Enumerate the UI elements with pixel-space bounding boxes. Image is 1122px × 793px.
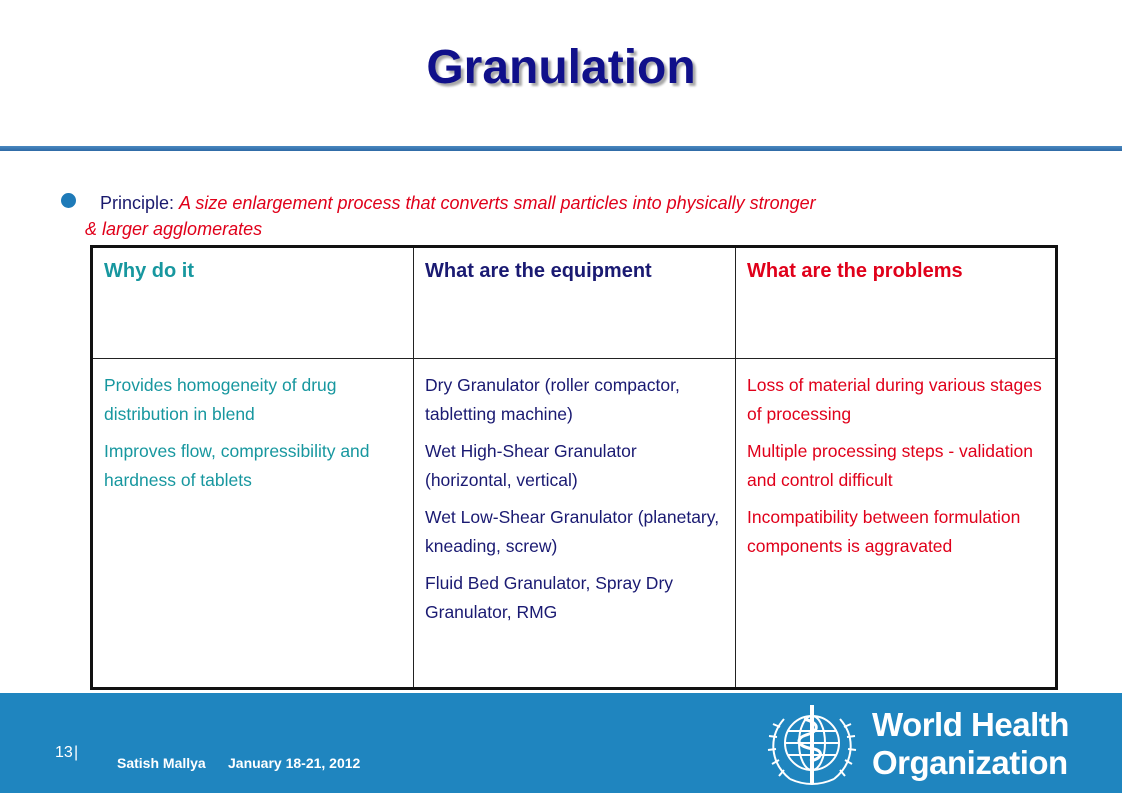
equipment-item: Fluid Bed Granulator, Spray Dry Granulator, RMG <box>425 573 674 622</box>
who-name-line1: World Health <box>872 706 1069 743</box>
problem-item: Incompatibility between formulation components is aggravated <box>747 507 1021 556</box>
header-problems: What are the problems <box>736 247 1057 359</box>
why-item: Provides homogeneity of drug distribution in blend <box>104 375 337 424</box>
page-number: 13 <box>55 744 73 761</box>
who-name-line2: Organization <box>872 744 1068 781</box>
who-emblem-icon <box>760 697 864 791</box>
equipment-item: Dry Granulator (roller compactor, tabletting machine) <box>425 375 680 424</box>
principle-text-line2: & larger agglomerates <box>85 219 263 239</box>
problems-cell <box>736 359 1057 689</box>
header-equipment: What are the equipment <box>414 247 736 359</box>
why-cell <box>92 359 414 689</box>
presenter-name: Satish Mallya <box>117 755 206 771</box>
who-wordmark <box>872 706 1069 782</box>
header-why: Why do it <box>92 247 414 359</box>
table-header-row <box>92 247 1057 359</box>
page-separator: | <box>74 744 79 761</box>
table-body-row <box>92 359 1057 689</box>
event-date: January 18-21, 2012 <box>228 755 361 771</box>
problem-item: Multiple processing steps - validation and control difficult <box>747 441 1033 490</box>
equipment-item: Wet High-Shear Granulator (horizontal, vertical) <box>425 441 637 490</box>
principle-text-line1: A size enlargement process that converts small particles into physically stronger <box>179 193 816 213</box>
equipment-item: Wet Low-Shear Granulator (planetary, kneading, screw) <box>425 507 720 556</box>
slide-title: Granulation <box>426 41 696 94</box>
principle-label: Principle: <box>100 193 175 213</box>
why-item: Improves flow, compressibility and hardness of tablets <box>104 441 370 490</box>
granulation-table <box>90 245 1058 690</box>
equipment-cell <box>414 359 736 689</box>
title-divider <box>0 146 1122 151</box>
principle-statement <box>85 190 1052 239</box>
problem-item: Loss of material during various stages of processing <box>747 375 1042 424</box>
bullet-icon <box>61 193 76 208</box>
